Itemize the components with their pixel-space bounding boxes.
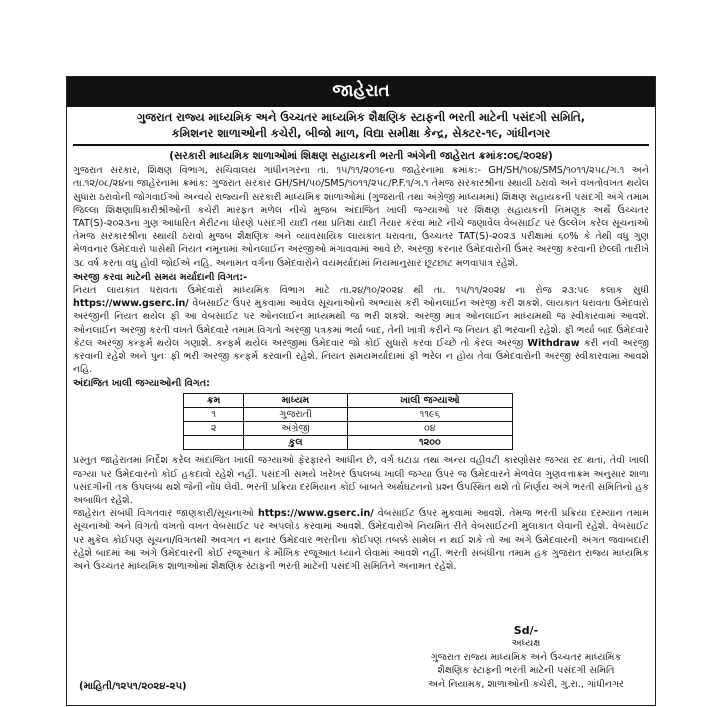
signature-sd: Sd/- — [513, 623, 539, 637]
total-blank — [184, 436, 244, 450]
table-header-row — [184, 393, 513, 407]
signature-designation: અધ્યક્ષ — [511, 638, 541, 649]
dates-paragraph — [73, 284, 649, 376]
row-vacancies: ૧૧૯૬ — [347, 407, 512, 421]
signature-line-1: ગુજરાત રાજ્ય માધ્યમિક અને ઉચ્ચતર માધ્યમિક — [430, 651, 622, 663]
signature-line-2: શૈક્ષણિક સ્ટાફની ભરતી માટેની પસંદગી સમિતિ — [437, 665, 615, 676]
website-link-2[interactable]: https://www.gserc.in/ — [257, 508, 374, 520]
reference-number: (માહિતી/૧૨૫૧/૨૦૨૪-૨૫) — [79, 680, 187, 692]
header-divider — [73, 144, 649, 146]
row-medium: ગુજરાતી — [244, 407, 347, 421]
table-total-row — [184, 436, 513, 450]
title-band — [67, 77, 655, 107]
row-serial: ૨ — [184, 422, 244, 436]
intro-paragraph: ગુજરાત સરકાર, શિક્ષણ વિભાગ, સચિવાલય ગાંધીનગરના તા. ૧૫/૧૧/૨૦૧૯ના જાહેરનામા ક્રમાંક:- GH/SH/૧૦૪/SMS/૧૦૧૧/૨૫૮/ગ.૧ અને તા.૧૨/૦૮/૨૪ના જાહેરનામા ક્રમાંક: ગુજરાત સરકાર GH/SH/૫૦/SMS/૧૦૧૧/૨૫૮/P.F.૧/ગ.૧ તેમજ સરકારશ્રીના સ્થાયી ઠરાવો અને વખતોવખત થયેલ સુધારા ઠરાવોની જોગવાઈઓ અન્વયે રાજ્યની સરકારી માધ્યમિક શાળાઓમાં (ગુજરાતી તથા અંગ્રેજી માધ્યમમાં) શિક્ષણ સહાયકની પસંદગી અંગે તમામ જિલ્લા શિક્ષણાધિકારીશ્રીઓની કચેરી મારફત મળેલ નીચે મુજબ અંદાજિત ખાલી જગ્યાઓ પર શિક્ષણ સહાયકની નિમણૂક અર્થે ઉચ્ચતર TAT(S)-૨૦૨૩ના ગુણ આધારિત મેરીટના ધોરણે પસંદગી યાદી તથા પ્રતિક્ષા યાદી તૈયાર કરવા માટે નીચે જણાવેલ વેબસાઈટ પર ઉલ્લેખ કરેલ સૂચનાઓ તેમજ સરકારશ્રીના સ્થાયી ઠરાવો મુજબ શૈક્ષણિક અને વ્યાવસાયિક લાયકાત ધરાવતા, ઉચ્ચતર TAT(S)-૨૦૨૩ પરીક્ષામાં ૬૦% કે તેથી વધુ ગુણ મેળવનાર ઉમેદવારો પાસેથી નિયત નમૂનામાં ઓનલાઈન અરજીઓ મંગાવવામાં આવે છે. અરજી કરનાર ઉમેદવારોની ઉંમર અરજી કરવાની છેલ્લી તારીખે ૩૮ વર્ષ કરતા વધુ હોવી જોઈએ નહિ. અનામત વર્ગના ઉમેદવારોને વયમર્યાદામાં નિયમાનુસાર છૂટછાટ મળવાપાત્ર રહેશે. — [73, 165, 649, 269]
dates-text-c: કરી નવી અરજી કરવાની રહેશે અને પુનઃ ફી ભરી અરજી કન્ફર્મ કરવાની રહેશે. નિયત સમયમર્યાદામાં ફી ભરેલ ન હોય તેવા ઉમેદવારોની અરજી સ્વીકારવામાં આવશે નહિ. — [73, 337, 649, 376]
dates-heading: અરજી કરવા માટેની સમય મર્યાદાની વિગત:- — [73, 271, 248, 283]
notice-title: જાહેરાત — [318, 80, 403, 102]
advertisement-notice — [66, 76, 656, 706]
row-medium: અંગ્રેજી — [244, 422, 347, 436]
dates-text-a: નિયત લાયકાત ધરાવતા ઉમેદવારો માધ્યમિક વિભાગ માટે તા.૨૪/૧૦/૨૦૨૪ થી તા. ૧૫/૧૧/૨૦૨૪ ના રોજ ૨૩:૫૯ કલાક સુધી — [73, 285, 649, 297]
header-vacancies: ખાલી જગ્યાઓ — [347, 393, 512, 407]
website-info-paragraph — [73, 507, 649, 573]
table-row — [184, 422, 513, 436]
dates-text-b: વેબસાઈટ ઉપર મુકવામાં આવેલ સૂચનાઓનો અભ્યાસ કરી ઓનલાઈન અરજી કરી શકશે. લાયકાત ધરાવતા ઉમેદવારો અરજીની નિયત થયેલ ફી આ વેબસાઈટ પર ઓનલાઈન માધ્યમથી જ ભરી શકશે. અરજી માત્ર ઓનલાઈન માધ્યમથી જ સ્વીકારવામાં આવશે. ઓનલાઈન અરજી કરતી વખતે ઉમેદવારે તમામ વિગતો અરજી પત્રકમાં ભર્યા બાદ, તેની ખાત્રી કરીને જ નિયત ફી ભરવાની રહેશે. ફી ભર્યા બાદ ઉમેદવારે કેટલ અરજી કન્ફર્મ થયેલ ગણાશે. કન્ફર્મ થયેલ અરજીમાં ઉમેદવાર જો કોઈ સુધારો કરવા ઈચ્છે તો કેરલ અરજી — [73, 298, 649, 349]
vacancy-heading: અંદાજિત ખાલી જગ્યાઓની વિગત: — [73, 378, 211, 390]
notice-body — [73, 109, 649, 701]
total-value: ૧૨૦૦ — [347, 436, 512, 450]
vacancy-table — [183, 393, 513, 451]
withdraw-word: Withdraw — [527, 337, 580, 349]
org-line-2: કમિશનર શાળાઓની કચેરી, બીજો માળ, વિદ્યા સમીક્ષા કેન્દ્ર, સેક્ટર-૧૯, ગાંધીનગર — [171, 126, 551, 140]
header-serial: ક્રમ — [184, 393, 244, 407]
signature-block — [421, 624, 631, 692]
website-link[interactable]: https://www.gserc.in/ — [73, 298, 189, 310]
row-vacancies: ૦૪ — [347, 422, 512, 436]
org-line-1: ગુજરાત રાજ્ય માધ્યમિક અને ઉચ્ચતર માધ્યમિક શૈક્ષણિક સ્ટાફની ભરતી માટેની પસંદગી સમિતિ, — [136, 110, 586, 124]
row-serial: ૧ — [184, 407, 244, 421]
website-info-text-b: વેબસાઈટ ઉપર મુકવામાં આવશે. તેમજ ભરતી પ્રક્રિયા દરમ્યાન તમામ સૂચનાઓ અને વિગતો વખતો વખત વેબસાઈટ પર અપલોડ કરવામાં આવશે. ઉમેદવારોએ નિયમિત રીતે વેબસાઈટની મુલાકાત લેવાની રહેશે. વેબસાઈટ પર મુકેલ કોઈપણ સૂચના/વિગતથી અવગત ન થનાર ઉમેદવાર ભરતીના કોઈપણ તબક્કે સામેલ ન થઈ શકે તો આ અંગે ઉમેદવારની અંગત જવાબદારી રહેશે બાદમાં આ અંગે ઉમેદવારની કોઈ રજૂઆત કે મૌખિક રજૂઆત ધ્યાને લેવામાં આવશે નહીં. ભરતી સંબંધીના તમામ હક ગુજરાત રાજ્ય માધ્યમિક અને ઉચ્ચતર માધ્યમિક શાળાઓમાં શૈક્ષણિક સ્ટાફની ભરતી માટેની પસંદગી સમિતિને અનામત રહેશે. — [73, 508, 649, 573]
vacancy-note-paragraph: પ્રસ્તુત જાહેરાતમાં નિર્દેશ કરેલ અંદાજિત ખાલી જગ્યાઓ ફેરફારને આધીન છે, વર્ગ ઘટાડા તથા અન્ય વહીવટી કારણોસર જગ્યા રદ થતાં, તેવી ખાલી જગ્યા પર ઉમેદવારનો કોઈ હકદાવો રહેશે નહીં. પસંદગી સમયે ખરેખર ઉપલબ્ધ ખાલી જગ્યા ઉપર જ ઉમેદવારને મેળવેલ ગુણવત્તાક્રમ અનુસાર શાળા પસંદગીની તક ઉપલબ્ધ થશે જેની નોંધ લેવી. ભરતી પ્રક્રિયા દરમિયાન કોઈ બાબતે અર્થઘટનનો પ્રશ્ન ઉપસ્થિત થશે તો નિર્ણય અંગે ભરતી સમિતિનો હક અબાધિત રહેશે. — [73, 455, 649, 507]
website-info-text-a: જાહેરાત સંબંધી વિગતવાર જાણકારી/સૂચનાઓ — [73, 508, 254, 520]
table-row — [184, 407, 513, 421]
total-label: કુલ — [244, 436, 347, 450]
advertisement-number: (સરકારી માધ્યમિક શાળાઓમાં શિક્ષણ સહાયકની ભરતી અંગેની જાહેરાત ક્રમાંક:૦૬/૨૦૨૪) — [169, 150, 553, 162]
signature-line-3: અને નિયામક, શાળાઓની કચેરી, ગુ.રા., ગાંધીનગર — [428, 678, 624, 690]
header-medium: માધ્યમ — [244, 393, 347, 407]
